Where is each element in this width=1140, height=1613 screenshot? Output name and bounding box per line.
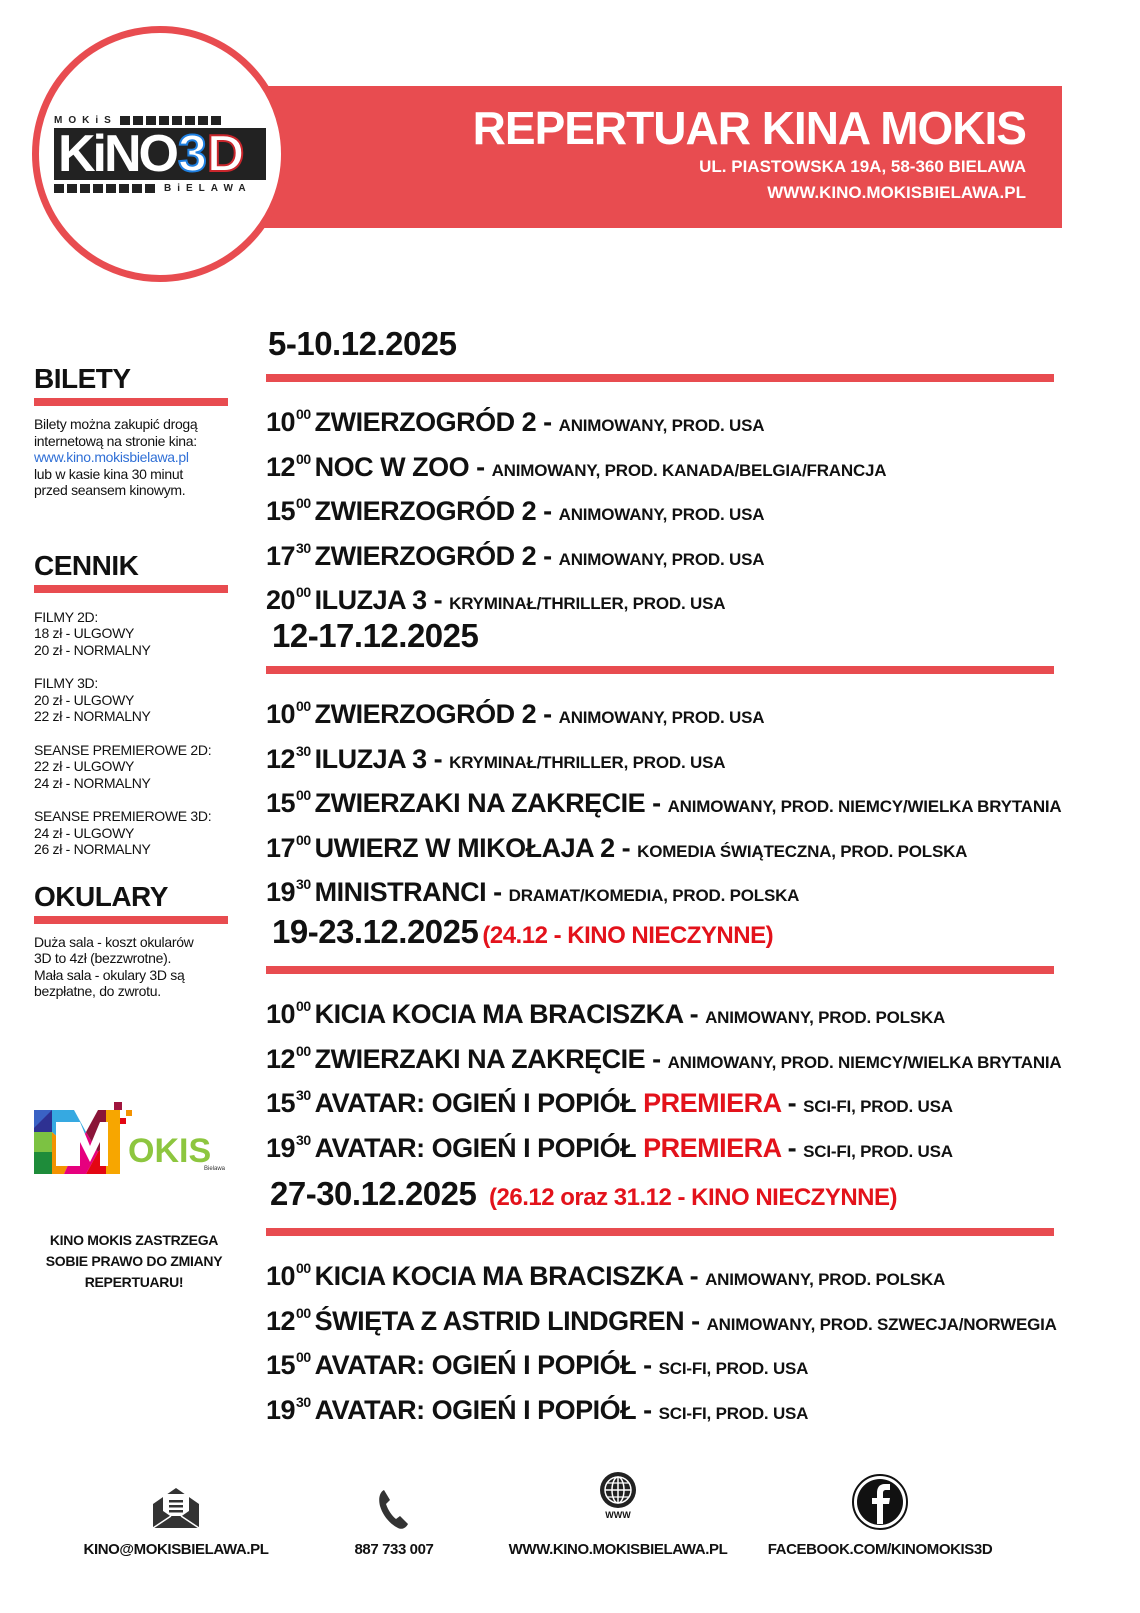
phone-icon	[274, 1460, 514, 1530]
film-title: KICIA KOCIA MA BRACISZKA	[314, 999, 683, 1029]
film-genre: KRYMINAŁ/THRILLER, PROD. USA	[449, 594, 726, 613]
showing-row: $15^{00}$ AVATAR: OGIEŃ I POPIÓŁ - SCI-FI, PROD. USA	[266, 1349, 809, 1380]
footer-website[interactable]	[498, 1460, 738, 1560]
price-reduced: 18 zł - ULGOWY	[34, 625, 135, 641]
price-reduced: 24 zł - ULGOWY	[34, 824, 135, 841]
cennik-heading: CENNIK	[34, 549, 139, 581]
date-range: 27-30.12.2025	[270, 1175, 477, 1212]
closure-note: (26.12 oraz 31.12 - KINO NIECZYNNE)	[489, 1184, 897, 1211]
envelope-icon	[56, 1460, 296, 1530]
cennik-section	[34, 549, 230, 858]
showing-row: $10^{00}$ ZWIERZOGRÓD 2 - ANIMOWANY, PROD. USA	[266, 406, 765, 437]
header-banner	[250, 86, 1062, 228]
film-title: AVATAR: OGIEŃ I POPIÓŁ	[314, 1132, 637, 1163]
showing-row: $15^{00}$ ZWIERZAKI NA ZAKRĘCIE - ANIMOWANY, PROD. NIEMCY/WIELKA BRYTANIA	[266, 787, 1062, 818]
bilety-line: przed seansem kinowym.	[34, 482, 186, 498]
film-title: KICIA KOCIA MA BRACISZKA	[314, 1261, 683, 1291]
film-genre: SCI-FI, PROD. USA	[803, 1097, 953, 1116]
price-reduced: 20 zł - ULGOWY	[34, 691, 135, 708]
film-genre: ANIMOWANY, PROD. USA	[558, 549, 765, 569]
price-normal: 24 zł - NORMALNY	[34, 774, 151, 791]
mokis-logo-text: OKIS	[128, 1132, 212, 1170]
film-genre: ANIMOWANY, PROD. USA	[558, 416, 765, 435]
film-title: ZWIERZAKI NA ZAKRĘCIE	[314, 1043, 646, 1074]
film-title: NOC W ZOO	[314, 451, 470, 482]
price-group-2d	[34, 609, 230, 659]
okulary-section	[34, 880, 230, 1000]
film-title: ILUZJA 3	[314, 743, 427, 774]
film-title: ILUZJA 3	[314, 585, 427, 615]
logo-mokis-text: MOKiS	[54, 114, 117, 126]
price-group-title: FILMY 3D:	[34, 675, 98, 691]
film-genre: ANIMOWANY, PROD. NIEMCY/WIELKA BRYTANIA	[667, 1052, 1062, 1072]
okulary-line: Duża sala - koszt okularów	[34, 933, 194, 950]
phone-label[interactable]: 887 733 007	[354, 1541, 434, 1558]
closure-note: (24.12 - KINO NIECZYNNE)	[482, 922, 774, 949]
sidebar	[34, 362, 230, 1000]
price-group-title: FILMY 2D:	[34, 608, 98, 625]
showing-row: $20^{00}$ ILUZJA 3 - KRYMINAŁ/THRILLER, PROD. USA	[266, 584, 726, 615]
showing-row: $10^{00}$ KICIA KOCIA MA BRACISZKA - ANIMOWANY, PROD. POLSKA	[266, 1260, 946, 1291]
header-address: UL. PIASTOWSKA 19A, 58-360 BIELAWA	[699, 157, 1026, 176]
film-genre: ANIMOWANY, PROD. USA	[558, 708, 765, 727]
divider	[266, 966, 1054, 974]
showing-row: $19^{30}$ AVATAR: OGIEŃ I POPIÓŁ PREMIERA - SCI-FI, PROD. USA	[266, 1131, 953, 1163]
film-title: AVATAR: OGIEŃ I POPIÓŁ	[314, 1350, 637, 1380]
divider	[266, 1228, 1054, 1236]
divider	[266, 666, 1054, 674]
footer-phone[interactable]	[274, 1460, 514, 1560]
section-date	[266, 324, 1054, 364]
bilety-heading: BILETY	[34, 363, 131, 394]
okulary-line: 3D to 4zł (bezzwrotne).	[34, 950, 172, 966]
price-group-title: SEANSE PREMIEROWE 3D:	[34, 808, 212, 824]
section-date	[266, 912, 1054, 956]
price-group-3d	[34, 675, 230, 725]
divider	[34, 916, 228, 924]
film-genre: KRYMINAŁ/THRILLER, PROD. USA	[449, 752, 726, 772]
showing-row: $12^{30}$ ILUZJA 3 - KRYMINAŁ/THRILLER, PROD. USA	[266, 742, 726, 774]
showing-row: $12^{00}$ ZWIERZAKI NA ZAKRĘCIE - ANIMOWANY, PROD. NIEMCY/WIELKA BRYTANIA	[266, 1042, 1062, 1074]
header-website[interactable]: WWW.KINO.MOKISBIELAWA.PL	[767, 183, 1026, 202]
showing-row: $12^{00}$ NOC W ZOO - ANIMOWANY, PROD. KANADA/BELGIA/FRANCJA	[266, 450, 887, 482]
price-normal: 22 zł - NORMALNY	[34, 708, 151, 724]
premiere-badge: PREMIERA	[643, 1132, 781, 1163]
film-title: ZWIERZAKI NA ZAKRĘCIE	[314, 788, 646, 818]
logo-bielawa-text: BiELAWA	[164, 182, 252, 194]
film-title: ZWIERZOGRÓD 2	[314, 540, 537, 571]
film-genre: SCI-FI, PROD. USA	[658, 1403, 809, 1423]
logo-main-block	[54, 125, 266, 183]
schedule-section-2	[266, 616, 1062, 913]
showing-row: $19^{30}$ AVATAR: OGIEŃ I POPIÓŁ - SCI-FI, PROD. USA	[266, 1393, 809, 1425]
website-label[interactable]: WWW.KINO.MOKISBIELAWA.PL	[508, 1541, 728, 1558]
globe-icon	[498, 1460, 738, 1530]
logo-d-text: D	[206, 125, 245, 183]
film-title: AVATAR: OGIEŃ I POPIÓŁ	[314, 1394, 637, 1425]
mokis-logo	[34, 1102, 234, 1174]
footer-facebook[interactable]	[760, 1460, 1000, 1560]
showing-row: $19^{30}$ MINISTRANCI - DRAMAT/KOMEDIA, PROD. POLSKA	[266, 876, 800, 907]
showing-row: $17^{00}$ UWIERZ W MIKOŁAJA 2 - KOMEDIA ŚWIĄTECZNA, PROD. POLSKA	[266, 831, 968, 863]
price-group-title: SEANSE PREMIEROWE 2D:	[34, 741, 212, 758]
email-label[interactable]: KINO@MOKISBIELAWA.PL	[83, 1541, 269, 1558]
schedule-section-1	[266, 324, 1054, 621]
price-normal: 26 zł - NORMALNY	[34, 841, 151, 857]
showing-row: $12^{00}$ ŚWIĘTA Z ASTRID LINDGREN - ANIMOWANY, PROD. SZWECJA/NORWEGIA	[266, 1304, 1057, 1336]
film-genre: ANIMOWANY, PROD. SZWECJA/NORWEGIA	[706, 1314, 1057, 1334]
schedule-section-3	[266, 912, 1062, 1168]
logo-bottom-strip	[54, 182, 266, 194]
bilety-section	[34, 362, 230, 499]
film-title: AVATAR: OGIEŃ I POPIÓŁ	[314, 1088, 637, 1118]
date-range: 12-17.12.2025	[272, 617, 479, 654]
logo-inner	[54, 114, 266, 194]
film-title: MINISTRANCI	[314, 877, 487, 907]
film-genre: ANIMOWANY, PROD. KANADA/BELGIA/FRANCJA	[491, 460, 887, 480]
www-caption: WWW	[605, 1510, 631, 1520]
film-genre: ANIMOWANY, PROD. USA	[558, 505, 765, 524]
schedule-section-4	[266, 1174, 1057, 1430]
disclaimer-line: REPERTUARU!	[84, 1274, 184, 1290]
facebook-label[interactable]: FACEBOOK.COM/KINOMOKIS3D	[767, 1541, 993, 1558]
disclaimer-line: KINO MOKIS ZASTRZEGA	[49, 1232, 219, 1248]
svg-text:Bielawa: Bielawa	[204, 1166, 226, 1172]
film-genre: DRAMAT/KOMEDIA, PROD. POLSKA	[508, 886, 800, 905]
logo-kino-text: KiNO	[58, 125, 176, 183]
showing-row: $15^{00}$ ZWIERZOGRÓD 2 - ANIMOWANY, PROD. USA	[266, 495, 765, 526]
date-range: 19-23.12.2025	[272, 913, 479, 950]
film-genre: SCI-FI, PROD. USA	[658, 1359, 809, 1378]
showing-row: $17^{30}$ ZWIERZOGRÓD 2 - ANIMOWANY, PROD. USA	[266, 539, 765, 571]
divider	[34, 585, 228, 593]
film-genre: SCI-FI, PROD. USA	[803, 1141, 953, 1161]
bilety-line: internetową na stronie kina:	[34, 432, 197, 449]
bilety-line: lub w kasie kina 30 minut	[34, 465, 183, 482]
repertoire-disclaimer	[34, 1230, 234, 1293]
section-date	[266, 1174, 1054, 1218]
ticket-website-link[interactable]: www.kino.mokisbielawa.pl	[34, 449, 189, 465]
bilety-text	[34, 416, 230, 499]
footer-email[interactable]	[56, 1460, 296, 1560]
film-genre: KOMEDIA ŚWIĄTECZNA, PROD. POLSKA	[637, 841, 968, 861]
okulary-line: Mała sala - okulary 3D są	[34, 966, 185, 983]
facebook-icon	[760, 1460, 1000, 1530]
logo-3-text: 3	[178, 125, 207, 183]
bilety-line: Bilety można zakupić drogą	[34, 416, 198, 432]
film-genre: ANIMOWANY, PROD. NIEMCY/WIELKA BRYTANIA	[667, 797, 1062, 816]
price-normal: 20 zł - NORMALNY	[34, 641, 151, 658]
showing-row: $10^{00}$ ZWIERZOGRÓD 2 - ANIMOWANY, PROD. USA	[266, 698, 765, 729]
film-genre: ANIMOWANY, PROD. POLSKA	[705, 1270, 946, 1289]
price-reduced: 22 zł - ULGOWY	[34, 758, 135, 774]
film-title: ZWIERZOGRÓD 2	[314, 407, 537, 437]
showing-row: $10^{00}$ KICIA KOCIA MA BRACISZKA - ANIMOWANY, PROD. POLSKA	[266, 998, 946, 1029]
showing-row: $15^{30}$ AVATAR: OGIEŃ I POPIÓŁ PREMIERA - SCI-FI, PROD. USA	[266, 1087, 953, 1118]
kino-3d-logo	[32, 26, 288, 282]
page-title: REPERTUAR KINA MOKIS	[472, 102, 1026, 154]
film-title: ŚWIĘTA Z ASTRID LINDGREN	[314, 1305, 685, 1336]
divider	[266, 374, 1054, 382]
film-title: ZWIERZOGRÓD 2	[314, 699, 537, 729]
okulary-heading: OKULARY	[34, 880, 168, 912]
section-date	[266, 616, 1054, 656]
price-group-premiere-2d	[34, 742, 230, 792]
film-title: ZWIERZOGRÓD 2	[314, 496, 537, 526]
divider	[34, 398, 228, 406]
film-genre: ANIMOWANY, PROD. POLSKA	[705, 1008, 946, 1027]
film-title: UWIERZ W MIKOŁAJA 2	[314, 832, 615, 863]
price-group-premiere-3d	[34, 808, 230, 858]
mokis-logo-graphic	[34, 1102, 234, 1174]
okulary-line: bezpłatne, do zwrotu.	[34, 983, 161, 999]
disclaimer-line: SOBIE PRAWO DO ZMIANY	[45, 1253, 223, 1269]
premiere-badge: PREMIERA	[643, 1088, 781, 1118]
date-range: 5-10.12.2025	[268, 325, 457, 362]
okulary-text	[34, 934, 230, 1000]
